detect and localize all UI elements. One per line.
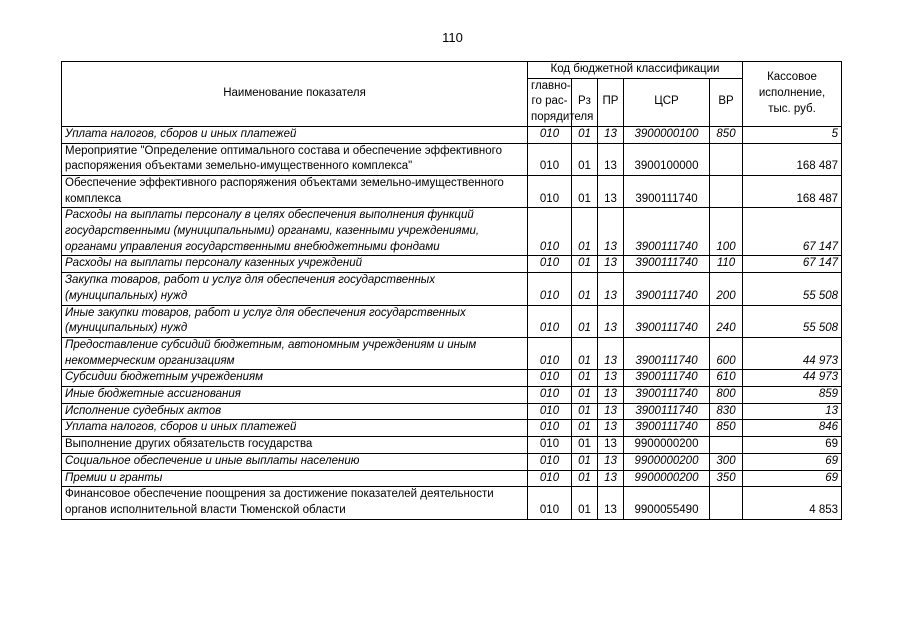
row-name: Иные закупки товаров, работ и услуг для обеспечения государственных (муниципальных) нужд xyxy=(62,305,528,337)
row-vr: 100 xyxy=(710,208,743,256)
row-rz: 01 xyxy=(572,273,598,305)
row-sum: 55 508 xyxy=(743,305,842,337)
row-name: Уплата налогов, сборов и иных платежей xyxy=(62,126,528,143)
row-rz: 01 xyxy=(572,403,598,420)
row-name: Уплата налогов, сборов и иных платежей xyxy=(62,420,528,437)
row-sum: 44 973 xyxy=(743,337,842,369)
row-csr: 3900111740 xyxy=(624,370,710,387)
row-sum: 44 973 xyxy=(743,370,842,387)
row-pr: 13 xyxy=(598,453,624,470)
row-rz: 01 xyxy=(572,387,598,404)
row-csr: 3900111740 xyxy=(624,175,710,207)
row-csr: 3900111740 xyxy=(624,305,710,337)
table-body xyxy=(62,126,842,519)
row-glav: 010 xyxy=(528,175,572,207)
row-vr: 350 xyxy=(710,470,743,487)
row-sum: 69 xyxy=(743,453,842,470)
row-glav: 010 xyxy=(528,470,572,487)
table-row xyxy=(62,256,842,273)
row-name: Закупка товаров, работ и услуг для обеспечения государственных (муниципальных) нужд xyxy=(62,273,528,305)
row-glav: 010 xyxy=(528,437,572,454)
row-name: Расходы на выплаты персоналу в целях обеспечения выполнения функций государственными (муниципальными) органами, казенными учреждениями, органами управления государственными внебюджетными фондами xyxy=(62,208,528,256)
table-row xyxy=(62,420,842,437)
row-glav: 010 xyxy=(528,453,572,470)
header-sum: Кассовое исполнение, тыс. руб. xyxy=(743,62,842,127)
row-pr: 13 xyxy=(598,126,624,143)
row-glav: 010 xyxy=(528,126,572,143)
header-glav: главно-го рас-порядителя xyxy=(528,78,572,126)
row-sum: 67 147 xyxy=(743,208,842,256)
row-glav: 010 xyxy=(528,273,572,305)
row-pr: 13 xyxy=(598,487,624,519)
row-csr: 3900111740 xyxy=(624,256,710,273)
row-pr: 13 xyxy=(598,403,624,420)
row-glav: 010 xyxy=(528,420,572,437)
row-csr: 3900000100 xyxy=(624,126,710,143)
header-vr: ВР xyxy=(710,78,743,126)
row-csr: 3900111740 xyxy=(624,337,710,369)
row-csr: 9900000200 xyxy=(624,437,710,454)
row-glav: 010 xyxy=(528,256,572,273)
row-glav: 010 xyxy=(528,305,572,337)
row-csr: 9900055490 xyxy=(624,487,710,519)
table-row xyxy=(62,126,842,143)
row-sum: 168 487 xyxy=(743,143,842,175)
row-pr: 13 xyxy=(598,337,624,369)
row-csr: 3900111740 xyxy=(624,387,710,404)
row-name: Финансовое обеспечение поощрения за достижение показателей деятельности органов исполнительной власти Тюменской области xyxy=(62,487,528,519)
row-glav: 010 xyxy=(528,370,572,387)
row-name: Иные бюджетные ассигнования xyxy=(62,387,528,404)
row-pr: 13 xyxy=(598,175,624,207)
row-vr: 850 xyxy=(710,420,743,437)
row-name: Обеспечение эффективного распоряжения объектами земельно-имущественного комплекса xyxy=(62,175,528,207)
row-vr: 800 xyxy=(710,387,743,404)
row-vr: 110 xyxy=(710,256,743,273)
row-vr xyxy=(710,437,743,454)
row-glav: 010 xyxy=(528,337,572,369)
header-name: Наименование показателя xyxy=(62,62,528,127)
row-rz: 01 xyxy=(572,470,598,487)
row-rz: 01 xyxy=(572,370,598,387)
table-row xyxy=(62,403,842,420)
table-row xyxy=(62,143,842,175)
row-sum: 168 487 xyxy=(743,175,842,207)
row-pr: 13 xyxy=(598,387,624,404)
row-glav: 010 xyxy=(528,403,572,420)
table-row xyxy=(62,175,842,207)
row-name: Исполнение судебных актов xyxy=(62,403,528,420)
row-name: Расходы на выплаты персоналу казенных учреждений xyxy=(62,256,528,273)
table-row xyxy=(62,305,842,337)
row-name: Социальное обеспечение и иные выплаты населению xyxy=(62,453,528,470)
row-vr: 300 xyxy=(710,453,743,470)
row-rz: 01 xyxy=(572,175,598,207)
row-vr xyxy=(710,487,743,519)
table-row xyxy=(62,370,842,387)
row-pr: 13 xyxy=(598,437,624,454)
table-row xyxy=(62,487,842,519)
row-sum: 859 xyxy=(743,387,842,404)
row-pr: 13 xyxy=(598,208,624,256)
row-csr: 3900100000 xyxy=(624,143,710,175)
row-sum: 846 xyxy=(743,420,842,437)
row-vr: 240 xyxy=(710,305,743,337)
row-sum: 13 xyxy=(743,403,842,420)
row-glav: 010 xyxy=(528,487,572,519)
row-vr xyxy=(710,143,743,175)
row-glav: 010 xyxy=(528,208,572,256)
header-rz: Рз xyxy=(572,78,598,126)
row-glav: 010 xyxy=(528,143,572,175)
row-pr: 13 xyxy=(598,305,624,337)
row-csr: 3900111740 xyxy=(624,420,710,437)
row-csr: 3900111740 xyxy=(624,208,710,256)
row-vr xyxy=(710,175,743,207)
row-csr: 3900111740 xyxy=(624,403,710,420)
table-row xyxy=(62,337,842,369)
page-number: 110 xyxy=(442,30,463,45)
row-glav: 010 xyxy=(528,387,572,404)
table-row xyxy=(62,273,842,305)
row-vr: 850 xyxy=(710,126,743,143)
row-rz: 01 xyxy=(572,143,598,175)
row-vr: 830 xyxy=(710,403,743,420)
row-vr: 600 xyxy=(710,337,743,369)
row-rz: 01 xyxy=(572,208,598,256)
row-sum: 67 147 xyxy=(743,256,842,273)
header-code-group: Код бюджетной классификации xyxy=(528,62,743,79)
table-row xyxy=(62,208,842,256)
row-rz: 01 xyxy=(572,126,598,143)
row-rz: 01 xyxy=(572,487,598,519)
row-rz: 01 xyxy=(572,437,598,454)
row-pr: 13 xyxy=(598,273,624,305)
row-rz: 01 xyxy=(572,420,598,437)
table-row xyxy=(62,453,842,470)
table-row xyxy=(62,470,842,487)
row-csr: 9900000200 xyxy=(624,470,710,487)
row-rz: 01 xyxy=(572,256,598,273)
row-csr: 9900000200 xyxy=(624,453,710,470)
row-vr: 610 xyxy=(710,370,743,387)
header-csr: ЦСР xyxy=(624,78,710,126)
row-sum: 69 xyxy=(743,470,842,487)
row-sum: 55 508 xyxy=(743,273,842,305)
table-row xyxy=(62,437,842,454)
row-name: Выполнение других обязательств государства xyxy=(62,437,528,454)
row-pr: 13 xyxy=(598,470,624,487)
row-vr: 200 xyxy=(710,273,743,305)
budget-table xyxy=(61,61,842,520)
row-pr: 13 xyxy=(598,143,624,175)
header-pr: ПР xyxy=(598,78,624,126)
row-name: Субсидии бюджетным учреждениям xyxy=(62,370,528,387)
row-sum: 4 853 xyxy=(743,487,842,519)
row-pr: 13 xyxy=(598,420,624,437)
row-pr: 13 xyxy=(598,370,624,387)
row-name: Предоставление субсидий бюджетным, автономным учреждениям и иным некоммерческим организациям xyxy=(62,337,528,369)
row-name: Премии и гранты xyxy=(62,470,528,487)
table-row xyxy=(62,387,842,404)
row-sum: 69 xyxy=(743,437,842,454)
row-rz: 01 xyxy=(572,305,598,337)
row-rz: 01 xyxy=(572,453,598,470)
row-csr: 3900111740 xyxy=(624,273,710,305)
row-name: Мероприятие "Определение оптимального состава и обеспечение эффективного распоряжения объектами земельно-имущественного комплекса" xyxy=(62,143,528,175)
row-sum: 5 xyxy=(743,126,842,143)
row-rz: 01 xyxy=(572,337,598,369)
row-pr: 13 xyxy=(598,256,624,273)
